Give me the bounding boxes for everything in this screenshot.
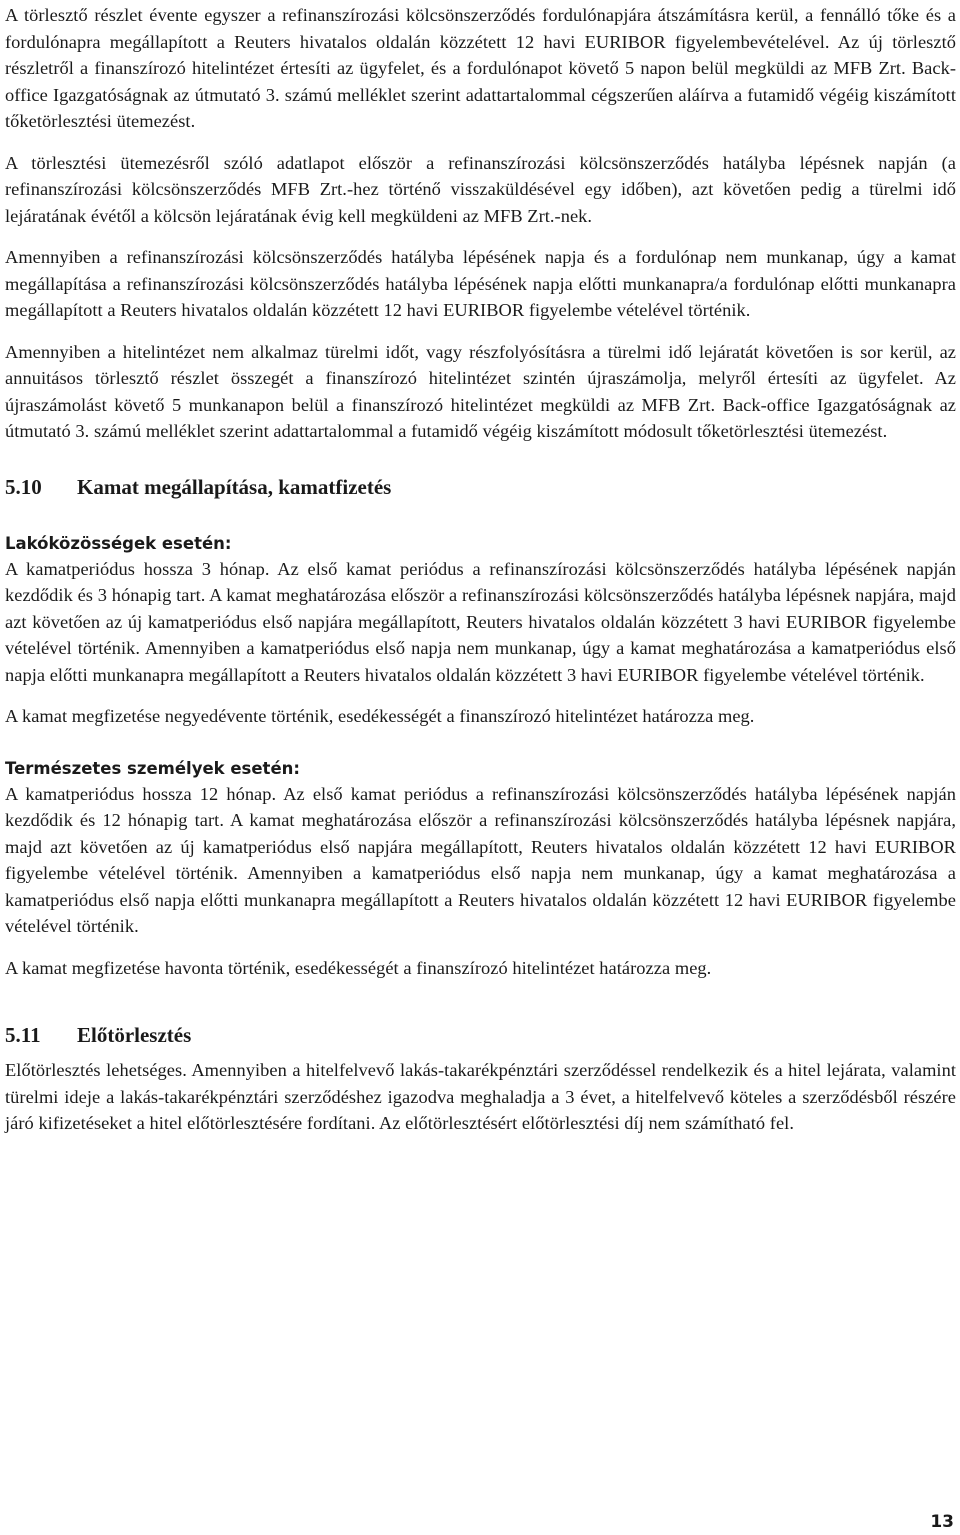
paragraph-lako-interest-period: A kamatperiódus hossza 3 hónap. Az első kamat periódus a refinanszírozási kölcsönszerződés hatályba lépésének napján kezdődik és 3 hónapig tart. A kamat meghatározása először a refinanszírozási kölcsönszerződés hatályba lépésnek napjára, majd azt követően az új kamatperiódus első napjára megállapított, Reuters hivatalos oldalán közzétett 3 havi EURIBOR figyelembe vételével történik. Amennyiben a kamatperiódus első napja nem munkanap, úgy a kamat meghatározása a kamatperiódus első napja előtti munkanapra megállapított a Reuters hivatalos oldalán közzétett 3 havi EURIBOR figyelembe vételével történik. (5, 558, 956, 685)
paragraph-termeszetes-interest-payment: A kamat megfizetése havonta történik, esedékességét a finanszírozó hitelintézet határozza meg. (5, 957, 712, 978)
paragraph-lako-interest-payment: A kamat megfizetése negyedévente történik, esedékességét a finanszírozó hitelintézet határozza meg. (5, 706, 755, 726)
section-heading-5-11 (5, 1021, 956, 1049)
section-number: 5.10 (5, 474, 42, 499)
paragraph-termeszetes-interest-period: A kamatperiódus hossza 12 hónap. Az első kamat periódus a refinanszírozási kölcsönszerződés hatályba lépésének napján kezdődik és 12 hónapig tart. A kamat meghatározása először a refinanszírozási kölcsönszerződés hatályba lépésnek napjára, majd azt követően az új kamatperiódus első napjára megállapított, Reuters hivatalos oldalán közzétett 12 havi EURIBOR figyelembe vételével történik. Amennyiben a kamatperiódus első napja nem munkanap, úgy a kamat meghatározása a kamatperiódus első napja előtti munkanapra megállapított a Reuters hivatalos oldalán közzétett 12 havi EURIBOR figyelembe vételével történik. (5, 783, 956, 936)
section-title: Kamat megállapítása, kamatfizetés (77, 474, 392, 499)
section-heading-5-10 (5, 473, 956, 501)
paragraph-non-working-day: Amennyiben a refinanszírozási kölcsönszerződés hatályba lépésének napja és a fordulónap nem munkanap, úgy a kamat megállapítása a refinanszírozási kölcsönszerződés hatályba lépésének napja előtti munkanapra/a fordulónap előtti munkanapra megállapított a Reuters hivatalos oldalán közzétett 12 havi EURIBOR figyelembe vételével történik. (5, 247, 956, 320)
document-page (5, 2, 956, 1137)
page-number: 13 (930, 1512, 954, 1532)
subheading-termeszetes-szemelyek: Természetes személyek esetén: (5, 758, 300, 778)
paragraph-repayment-recalculation: A törlesztő részlet évente egyszer a refinanszírozási kölcsönszerződés fordulónapjára átszámításra kerül, a fennálló tőke és a fordulónapra megállapított a Reuters hivatalos oldalán közzétett 12 havi EURIBOR figyelembevételével. Az új törlesztő részletről a finanszírozó hitelintézet értesíti az ügyfelet, és a fordulónapot követő 5 napon belül megküldi az MFB Zrt. Back-office Igazgatóságnak az útmutató 3. számú melléklet szerint adattartalommal cégszerűen aláírva a futamidő végéig kiszámított tőketörlesztési ütemezést. (5, 5, 956, 131)
subheading-lakokozossegek: Lakóközösségek esetén: (5, 533, 232, 553)
paragraph-no-grace-period: Amennyiben a hitelintézet nem alkalmaz türelmi időt, vagy részfolyósításra a türelmi idő lejáratát követően is sor kerül, az annuitásos törlesztő részlet összegét a finanszírozó hitelintézet szintén újraszámolja, melyről értesíti az ügyfelet. Az újraszámolást követő 5 munkanapon belül a finanszírozó hitelintézet megküldi az MFB Zrt. Back-office Igazgatóságnak az útmutató 3. számú melléklet szerint adattartalommal a futamidő végéig kiszámított módosult tőketörlesztési ütemezést. (5, 341, 956, 441)
section-number: 5.11 (5, 1023, 41, 1047)
paragraph-prepayment: Előtörlesztés lehetséges. Amennyiben a hitelfelvevő lakás-takarékpénztári szerződéssel rendelkezik és a hitel lejárata, valamint türelmi ideje a lakás-takarékpénztári szerződéshez igazodva meghaladja a 3 évet, a hitelfelvevő köteles a szerződésből részére járó kifizetéseket a hitel előtörlesztésére fordítani. Az előtörlesztésért előtörlesztési díj nem számítható fel. (5, 1060, 956, 1133)
section-title: Előtörlesztés (77, 1023, 192, 1047)
paragraph-repayment-schedule: A törlesztési ütemezésről szóló adatlapot először a refinanszírozási kölcsönszerződés hatályba lépésnek napján (a refinanszírozási kölcsönszerződés MFB Zrt.-hez történő visszaküldésével egy időben), azt követően pedig a türelmi idő lejáratának évétől a kölcsön lejáratának évig kell megküldeni az MFB Zrt.-nek. (5, 152, 956, 226)
